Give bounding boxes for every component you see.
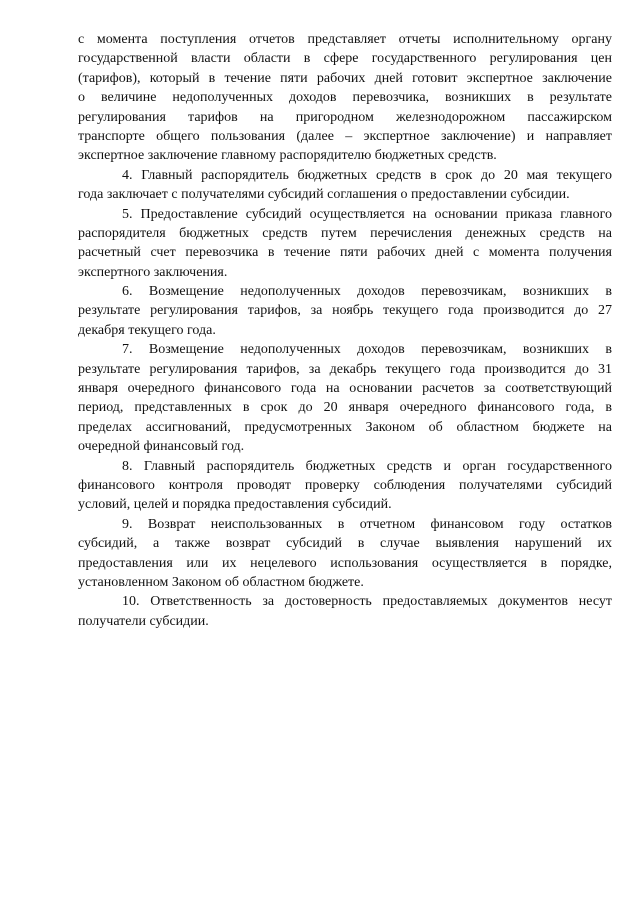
text-line: января очередного финансового года на основании расчетов за соответствующий: [78, 381, 612, 397]
text-line: условий, целей и порядка предоставления субсидий.: [78, 497, 392, 513]
text-line: декабря текущего года.: [78, 322, 216, 338]
text-line: предоставления или их нецелевого использования осуществляется в порядке,: [78, 555, 612, 571]
text-line: финансового контроля проводят проверку соблюдения получателями субсидий: [78, 477, 612, 493]
paragraph-7: [78, 340, 612, 456]
text-line: 5. Предоставление субсидий осуществляется на основании приказа главного: [122, 206, 612, 222]
text-line: 8. Главный распорядитель бюджетных средств и орган государственного: [122, 458, 612, 474]
text-line: результате регулирования тарифов, за декабрь текущего года производится до 31: [78, 361, 612, 377]
text-line: о величине недополученных доходов перевозчика, возникших в результате: [78, 90, 612, 106]
text-line: (тарифов), который в течение пяти рабочих дней готовит экспертное заключение: [78, 70, 612, 86]
text-line: 6. Возмещение недополученных доходов перевозчикам, возникших в: [122, 284, 612, 300]
text-line: экспертное заключение главному распорядителю бюджетных средств.: [78, 148, 497, 164]
text-line: государственной власти области в сфере государственного регулирования цен: [78, 51, 612, 67]
paragraph-6: [78, 282, 612, 340]
text-line: 10. Ответственность за достоверность предоставляемых документов несут: [122, 594, 612, 610]
paragraph-9: [78, 515, 612, 593]
text-line: 4. Главный распорядитель бюджетных средств в срок до 20 мая текущего: [122, 167, 612, 183]
paragraph-10: [78, 592, 612, 631]
text-line: субсидий, а также возврат субсидий в случае выявления нарушений их: [78, 536, 612, 552]
text-line: расчетный счет перевозчика в течение пяти рабочих дней с момента получения: [78, 245, 612, 261]
paragraph-continuation: [78, 30, 612, 166]
paragraph-5: [78, 205, 612, 283]
text-line: с момента поступления отчетов представляет отчеты исполнительному органу: [78, 32, 612, 47]
text-line: 7. Возмещение недополученных доходов перевозчикам, возникших в: [122, 342, 612, 358]
text-line: установленном Законом об областном бюджете.: [78, 574, 364, 590]
text-line: период, представленных в срок до 20 января очередного финансового года, в: [78, 400, 612, 416]
text-line: года заключает с получателями субсидий соглашения о предоставлении субсидии.: [78, 187, 570, 203]
paragraph-8: [78, 457, 612, 515]
text-line: распорядителя бюджетных средств путем перечисления денежных средств на: [78, 225, 612, 241]
text-line: регулирования тарифов на пригородном железнодорожном пассажирском: [78, 109, 612, 125]
text-line: транспорте общего пользования (далее – экспертное заключение) и направляет: [78, 128, 612, 144]
text-line: очередной финансовый год.: [78, 439, 245, 455]
text-line: пределах ассигнований, предусмотренных Законом об областном бюджете на: [78, 419, 612, 435]
text-line: получатели субсидии.: [78, 613, 209, 629]
paragraph-4: [78, 166, 612, 205]
text-line: результате регулирования тарифов, за ноябрь текущего года производится до 27: [78, 303, 612, 319]
text-line: экспертного заключения.: [78, 264, 228, 280]
text-line: 9. Возврат неиспользованных в отчетном финансовом году остатков: [122, 516, 612, 532]
